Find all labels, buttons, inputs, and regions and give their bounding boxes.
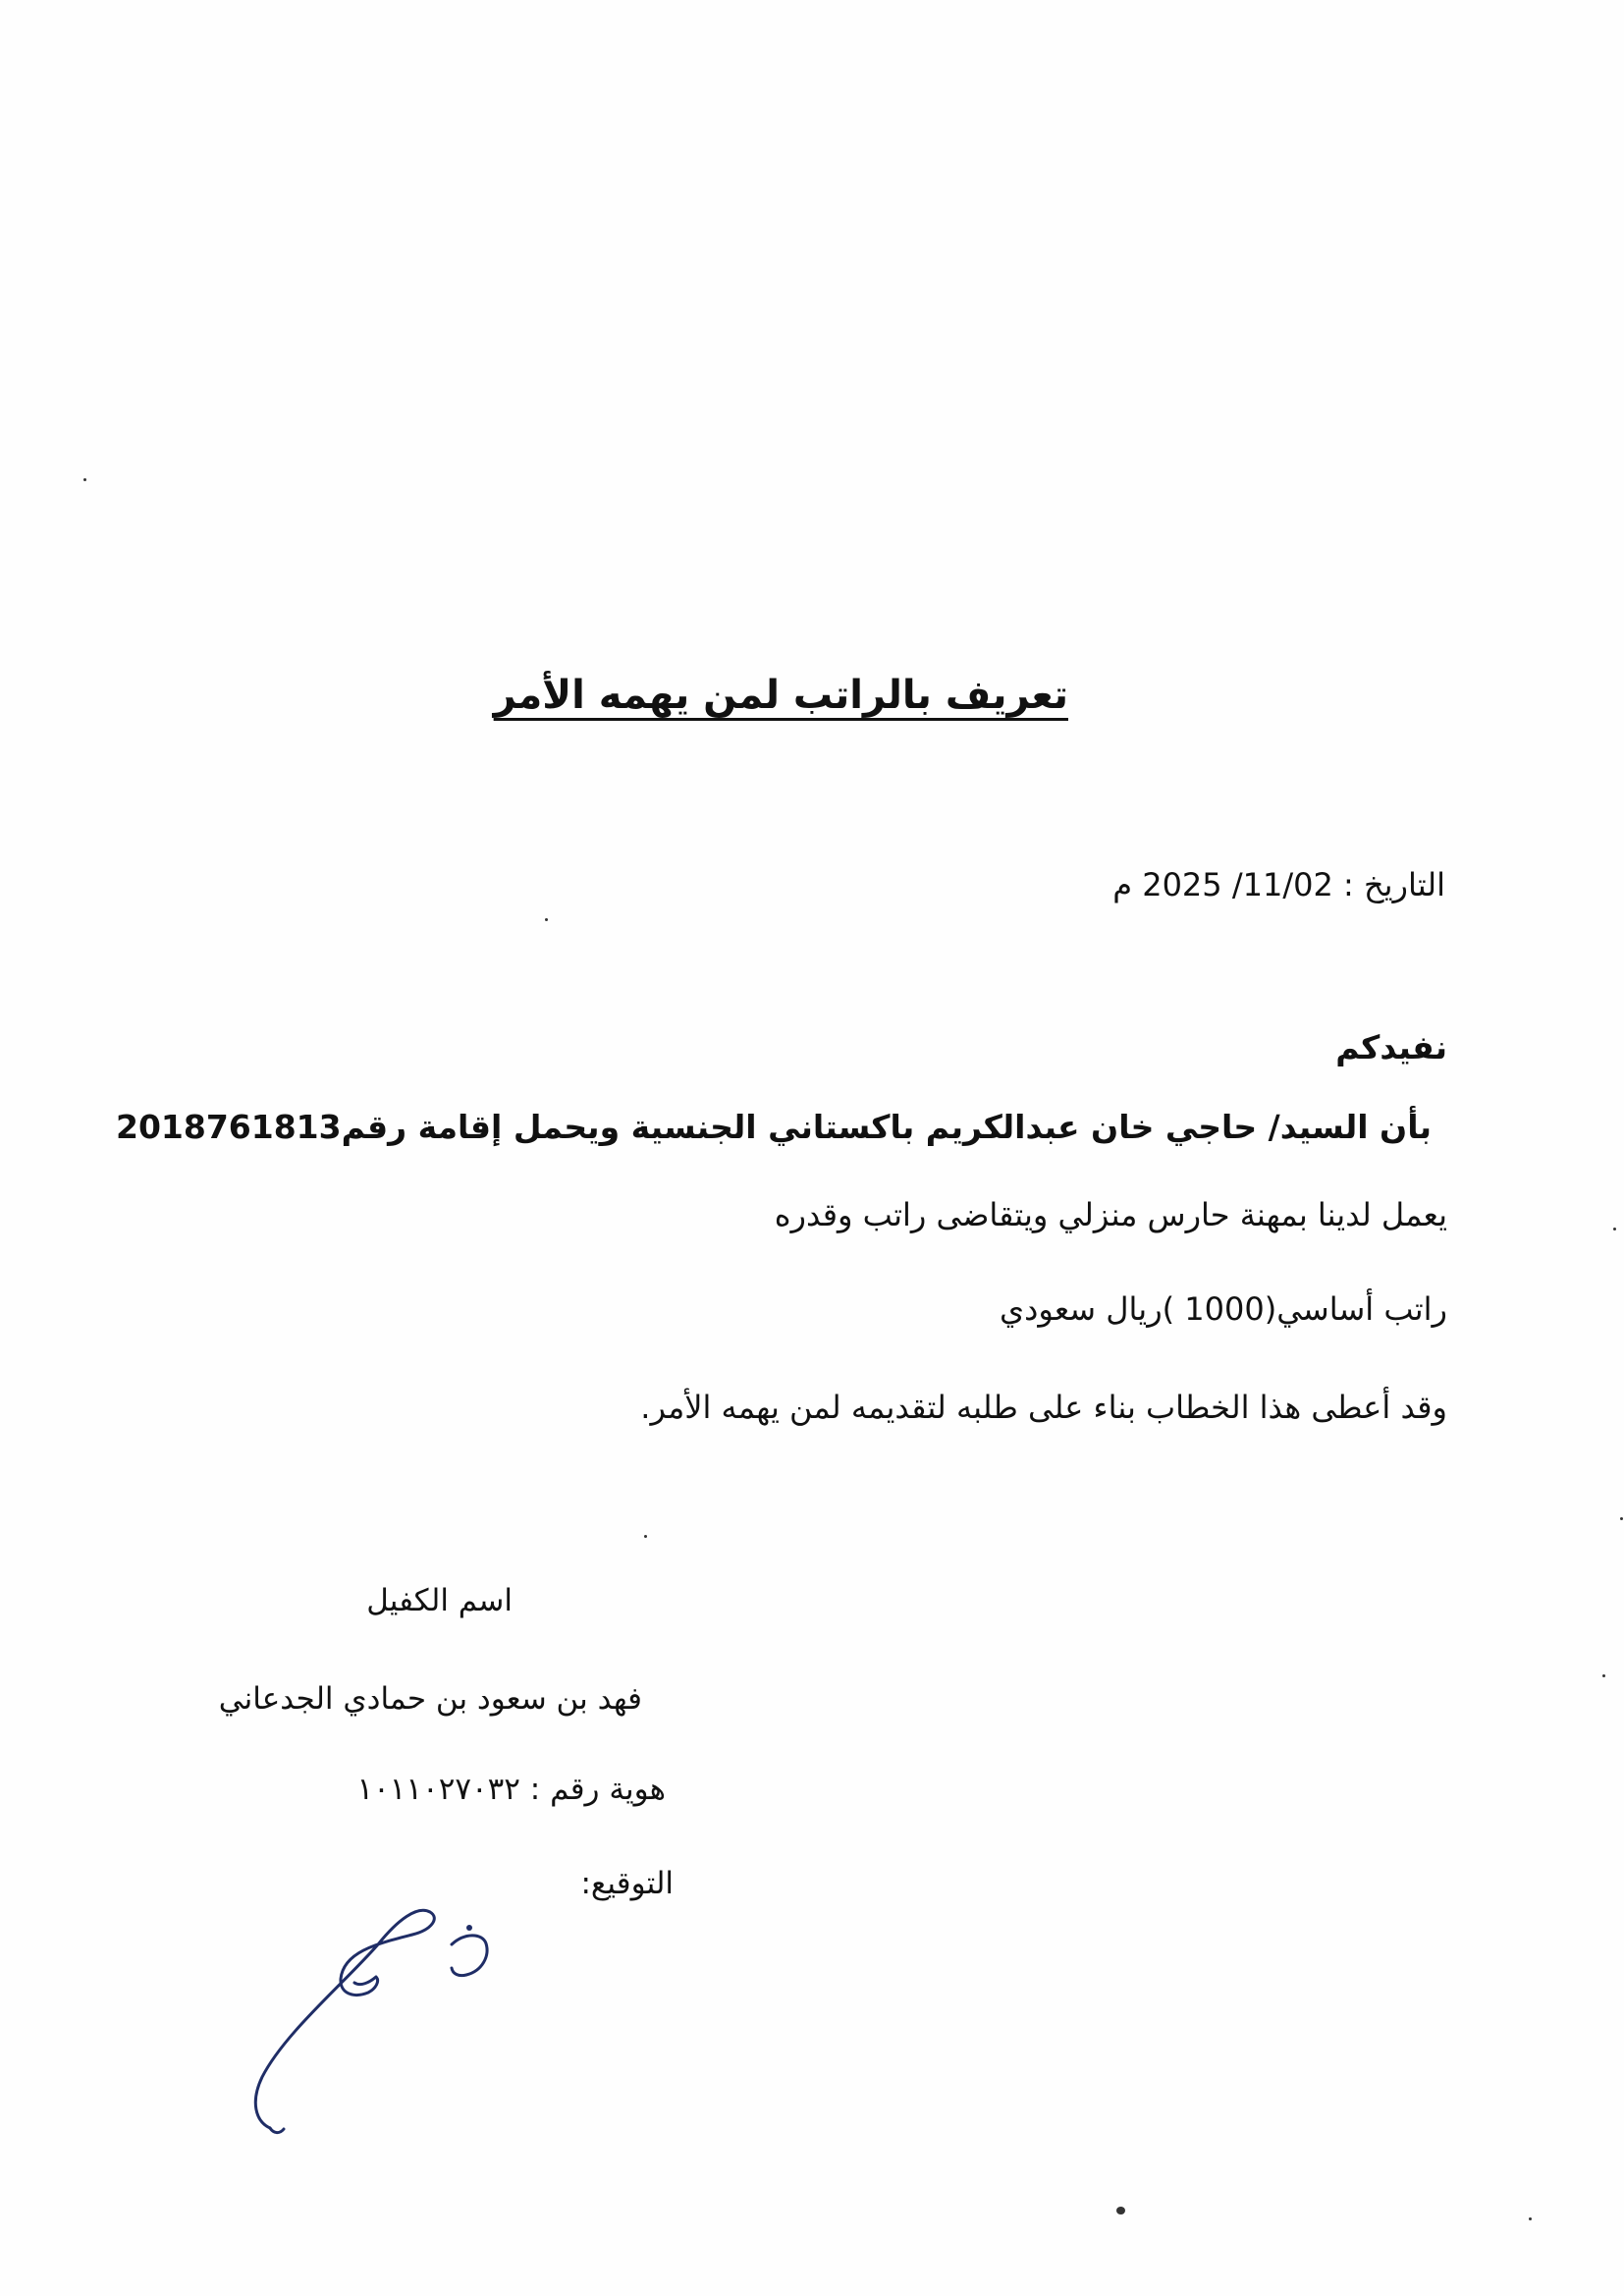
scan-speck — [1613, 1228, 1616, 1230]
greeting: نفيدكم — [1335, 1028, 1447, 1066]
scan-speck — [1620, 1517, 1623, 1520]
sponsor-name: فهد بن سعود بن حمادي الجدعاني — [218, 1681, 642, 1717]
occupation-line: يعمل لدينا بمهنة حارس منزلي ويتقاضى راتب وقدره — [774, 1196, 1447, 1233]
scan-speck — [545, 918, 548, 921]
closing-line: وقد أعطى هذا الخطاب بناء على طلبه لتقديمه لمن يهمه الأمر. — [640, 1389, 1447, 1426]
document-title: تعريف بالراتب لمن يهمه الأمر — [493, 673, 1068, 718]
scan-speck — [1602, 1674, 1605, 1677]
salary-line: راتب أساسي(1000 )ريال سعودي — [1000, 1290, 1447, 1328]
handwritten-signature — [250, 1900, 530, 2141]
scan-speck — [83, 478, 86, 481]
scan-speck — [1529, 2217, 1532, 2220]
sponsor-id-line: هوية رقم : ١٠١١٠٢٧٠٣٢ — [356, 1772, 666, 1807]
sponsor-label: اسم الكفيل — [366, 1583, 513, 1618]
signature-label: التوقيع: — [580, 1866, 674, 1901]
date-line: التاريخ : 11/02/ 2025 م — [1112, 866, 1445, 903]
employee-details-line: بأن السيد/ حاجي خان عبدالكريم باكستاني الجنسية ويحمل إقامة رقم2018761813 — [115, 1108, 1432, 1146]
scan-speck — [1116, 2207, 1125, 2214]
scan-speck — [644, 1535, 647, 1538]
